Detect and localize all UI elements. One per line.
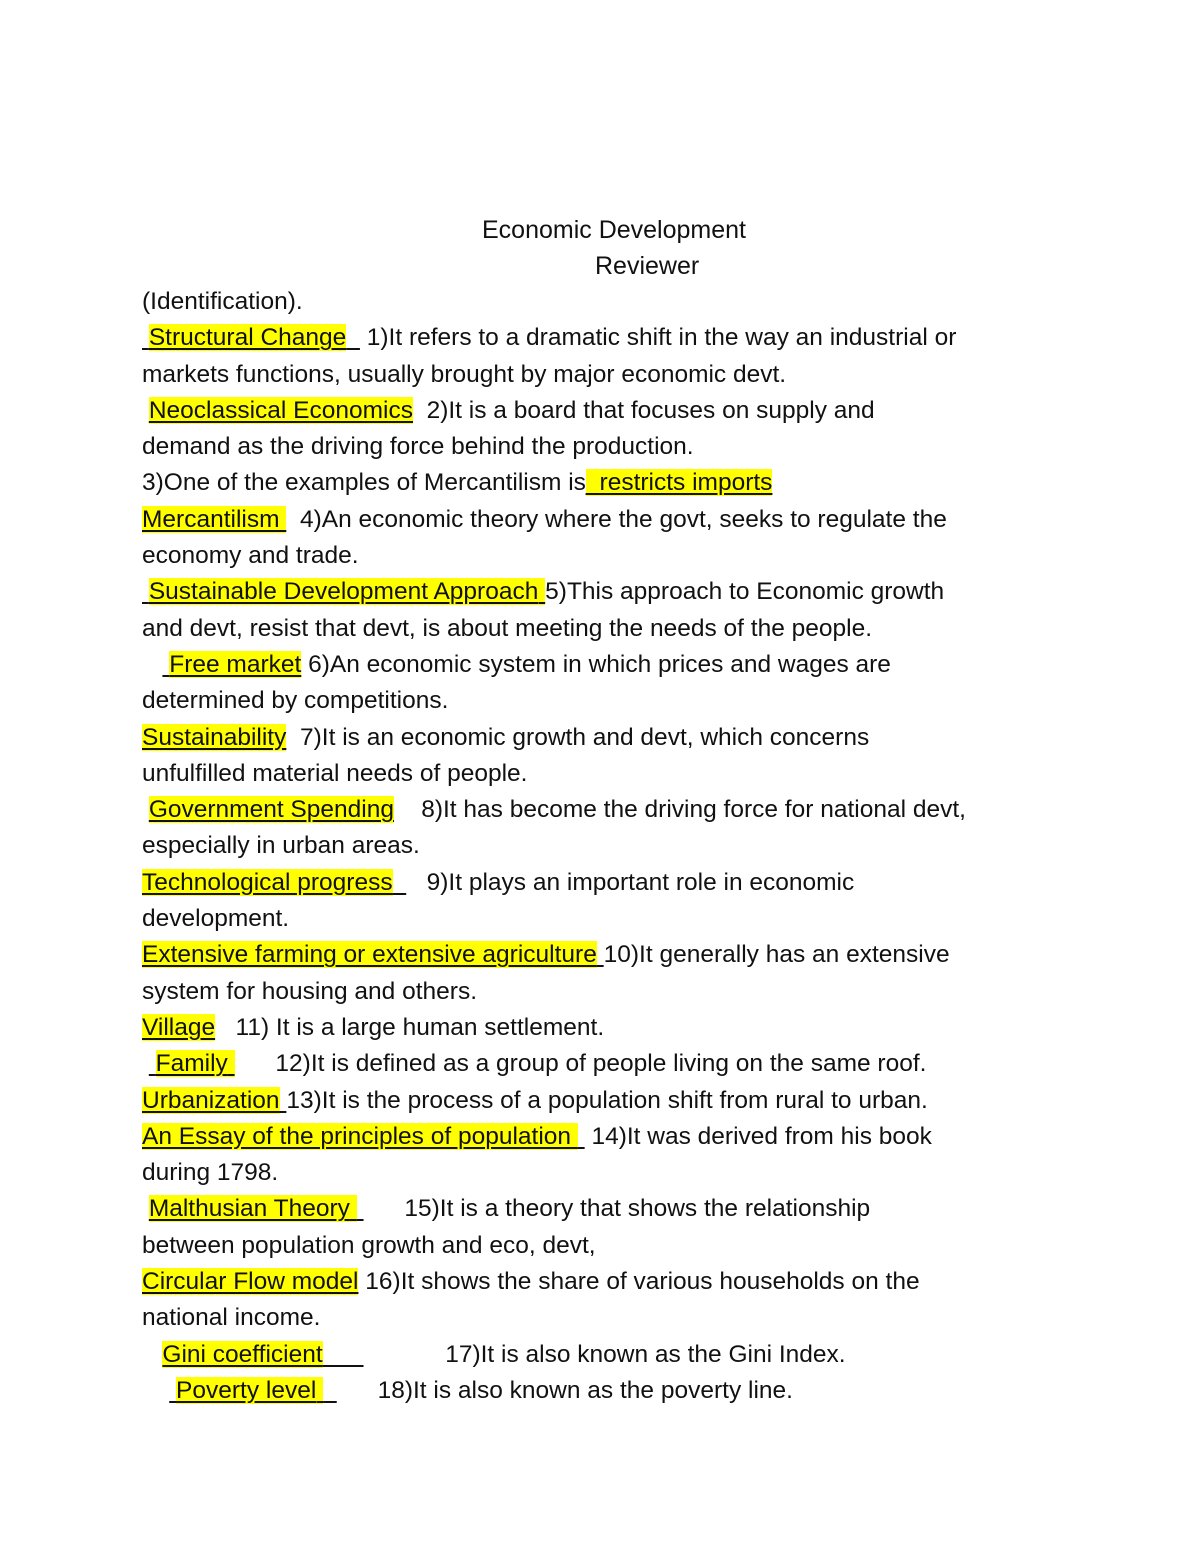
item-18: [142, 1373, 1072, 1409]
item-16-continued: national income.: [142, 1304, 321, 1332]
item-3: 3)One of the examples of Mercantilism is_restricts imports: [142, 469, 773, 497]
question-5: 5)This approach to Economic growth: [545, 578, 945, 606]
item-7-continued: unfulfilled material needs of people.: [142, 759, 528, 787]
question-14: 14)It was derived from his book: [591, 1122, 932, 1150]
question-2: 2)It is a board that focuses on supply and: [426, 396, 875, 424]
item-15: [142, 1191, 1072, 1227]
question-15: 15)It is a theory that shows the relationship: [404, 1195, 871, 1223]
item-14: [142, 1119, 1072, 1155]
item-15-continued: between population growth and eco, devt,: [142, 1231, 596, 1259]
item-6: [142, 647, 1072, 683]
answer-9: Technological progress: [142, 868, 393, 896]
item-6-continued: determined by competitions.: [142, 687, 449, 715]
answer-2: Neoclassical Economics: [148, 396, 413, 424]
question-9: 9)It plays an important role in economic: [426, 868, 855, 896]
answer-4: Mercantilism: [142, 505, 280, 533]
question-4: 4)An economic theory where the govt, seeks to regulate the: [299, 505, 947, 533]
item-13: [142, 1083, 1072, 1119]
item-5: [142, 574, 1072, 610]
item-17: [142, 1337, 1072, 1373]
answer-11: Village: [142, 1013, 216, 1041]
answer-1: Structural Change: [148, 324, 347, 352]
item-1-continued: markets functions, usually brought by major economic devt.: [142, 360, 787, 388]
answer-6: Free market: [169, 650, 302, 678]
answer-16: Circular Flow model: [142, 1268, 359, 1296]
answer-17: Gini coefficient: [162, 1340, 323, 1368]
document-title: Economic Development: [481, 216, 746, 244]
question-3: 3)One of the examples of Mercantilism is: [142, 469, 586, 497]
item-11: [142, 1010, 1072, 1046]
question-12: 12)It is defined as a group of people living on the same roof.: [275, 1050, 927, 1078]
item-8-continued: especially in urban areas.: [142, 832, 420, 860]
question-10: 10)It generally has an extensive: [603, 941, 950, 969]
answer-15: Malthusian Theory: [148, 1195, 350, 1223]
answer-8: Government Spending: [148, 796, 394, 824]
question-7: 7)It is an economic growth and devt, which concerns: [299, 723, 870, 751]
reviewer-body: [142, 284, 1072, 1409]
item-7: [142, 720, 1072, 756]
answer-13: Urbanization: [142, 1086, 280, 1114]
item-2-continued: demand as the driving force behind the production.: [142, 433, 694, 461]
item-5-continued: and devt, resist that devt, is about meeting the needs of the people.: [142, 614, 873, 642]
question-8: 8)It has become the driving force for national devt,: [421, 796, 966, 824]
item-1: [142, 320, 1072, 356]
item-10: [142, 937, 1072, 973]
answer-14: An Essay of the principles of population: [142, 1122, 572, 1150]
answer-3: restricts imports: [599, 469, 773, 497]
item-2: [142, 393, 1072, 429]
question-1: 1)It refers to a dramatic shift in the way an industrial or: [366, 324, 957, 352]
question-16: 16)It shows the share of various households on the: [365, 1268, 920, 1296]
answer-5: Sustainable Development Approach: [148, 578, 539, 606]
item-8: [142, 792, 1072, 828]
item-14-continued: during 1798.: [142, 1159, 279, 1187]
item-16: [142, 1264, 1072, 1300]
item-4-continued: economy and trade.: [142, 542, 359, 570]
document-subtitle: Reviewer: [595, 252, 700, 280]
item-9: [142, 865, 1072, 901]
answer-7: Sustainability: [142, 723, 287, 751]
question-18: 18)It is also known as the poverty line.: [377, 1376, 793, 1404]
question-13: 13)It is the process of a population shift from rural to urban.: [286, 1086, 928, 1114]
question-17: 17)It is also known as the Gini Index.: [445, 1340, 846, 1368]
answer-18: Poverty level: [176, 1376, 317, 1404]
item-12: [142, 1046, 1072, 1082]
item-10-continued: system for housing and others.: [142, 977, 478, 1005]
item-4: [142, 502, 1072, 538]
question-11: 11) It is a large human settlement.: [235, 1013, 605, 1041]
item-9-continued: development.: [142, 905, 290, 933]
question-6: 6)An economic system in which prices and wages are: [308, 650, 891, 678]
answer-12: Family: [155, 1050, 228, 1078]
answer-10: Extensive farming or extensive agriculture: [142, 941, 597, 969]
section-label: (Identification).: [142, 288, 303, 315]
